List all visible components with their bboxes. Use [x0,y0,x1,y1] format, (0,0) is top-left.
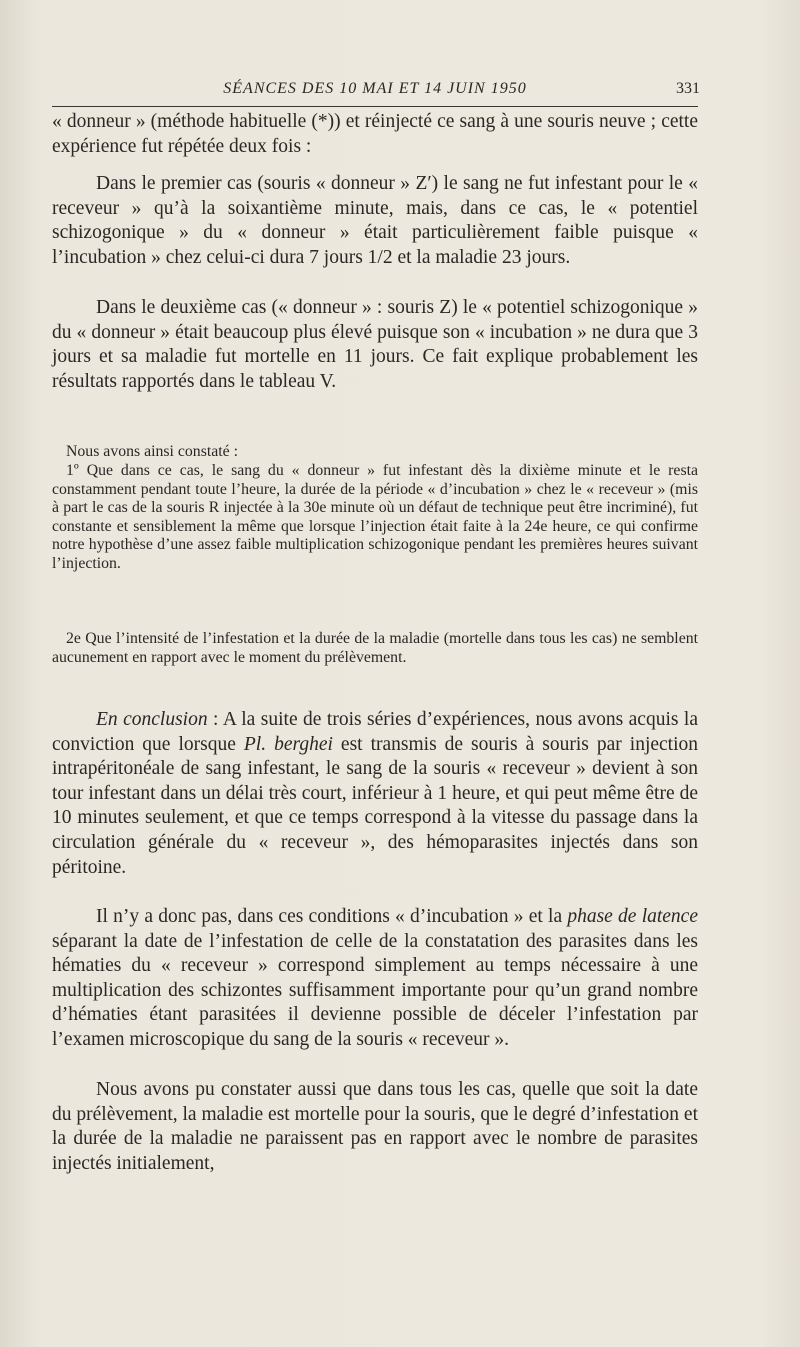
latence-text-b: séparant la date de l’infestation de celle de la constatation des parasites dans les hématies du « receveur » correspond simplement au temps nécessaire à une multiplication des schizontes suffisamment importante pour qu’un grand nombre d’hématies étant parasitées il devienne possible de déceler l’infestation par l’examen microscopique du sang de la souris « receveur ». [52,930,698,1050]
running-head [52,76,698,102]
conclusion-text-a: : A la suite de trois séries d’expériences, nous avons acquis la conviction que lorsque [52,709,698,755]
finding-2: 2e Que l’intensité de l’infestation et la durée de la maladie (mortelle dans tous les cas) ne semblent aucunement en rapport avec le moment du prélèvement. [52,630,698,666]
paragraph-second-case: Dans le deuxième cas (« donneur » : souris Z) le « potentiel schizogonique » du « donneur » était beaucoup plus élevé puisque son « incubation » ne dura que 3 jours et sa maladie fut mortelle en 11 jours. Ce fait explique probablement les résultats rapportés dans le tableau V. [52,297,698,392]
phase-de-latence: phase de latence [567,906,698,927]
paragraph-conclusion [52,708,698,880]
finding-1: 1º Que dans ce cas, le sang du « donneur » fut infestant dès la dixième minute et le resta constamment pendant toute l’heure, la durée de la période « d’incubation » chez le « receveur » (mis à part le cas de la souris R injectée à la 30e minute où un défaut de technique peut être incriminé), fut constante et sensiblement la même que lorsque l’injection était faite à la 24e heure, ce qui confirme notre hypothèse d’une assez faible multiplication schizogonique pendant les premières heures suivant l’injection. [52,462,698,572]
latence-text-a: Il n’y a donc pas, dans ces conditions « d’incubation » et la [96,906,568,927]
conclusion-text-b: est transmis de souris à souris par injection intrapéritonéale de sang infestant, le sang de la souris « receveur » devient à son tour infestant dans un délai très court, inférieur à 1 heure, et qui peut même être de 10 minutes seulement, et que ce temps correspond à la vitesse du passage dans la circulation générale du « receveur », des hémoparasites injectés dans son péritoine. [52,733,699,878]
page-number: 331 [676,80,700,97]
findings-intro: Nous avons ainsi constaté : [66,443,238,460]
running-title: SÉANCES DES 10 MAI ET 14 JUIN 1950 [223,80,527,97]
paragraph-first-case: Dans le premier cas (souris « donneur » Z′) le sang ne fut infestant pour le « receveur » qu’à la soixantième minute, mais, dans ce cas, le « potentiel schizogonique » du « donneur » était particulièrement faible puisque « l’incubation » chez celui-ci dura 7 jours 1/2 et la maladie 23 jours. [52,173,698,268]
conclusion-lead: En conclusion [96,709,208,730]
paragraph-continuation: « donneur » (méthode habituelle (*)) et réinjecté ce sang à une souris neuve ; cette expérience fut répétée deux fois : [52,111,698,157]
paragraph-final: Nous avons pu constater aussi que dans tous les cas, quelle que soit la date du prélèvement, la maladie est mortelle pour la souris, que le degré d’infestation et la durée de la maladie ne paraissent pas en rapport avec le nombre de parasites injectés initialement, [52,1079,698,1174]
header-rule [52,106,698,107]
species-name: Pl. berghei [243,733,333,755]
paragraph-latence [52,905,698,1053]
